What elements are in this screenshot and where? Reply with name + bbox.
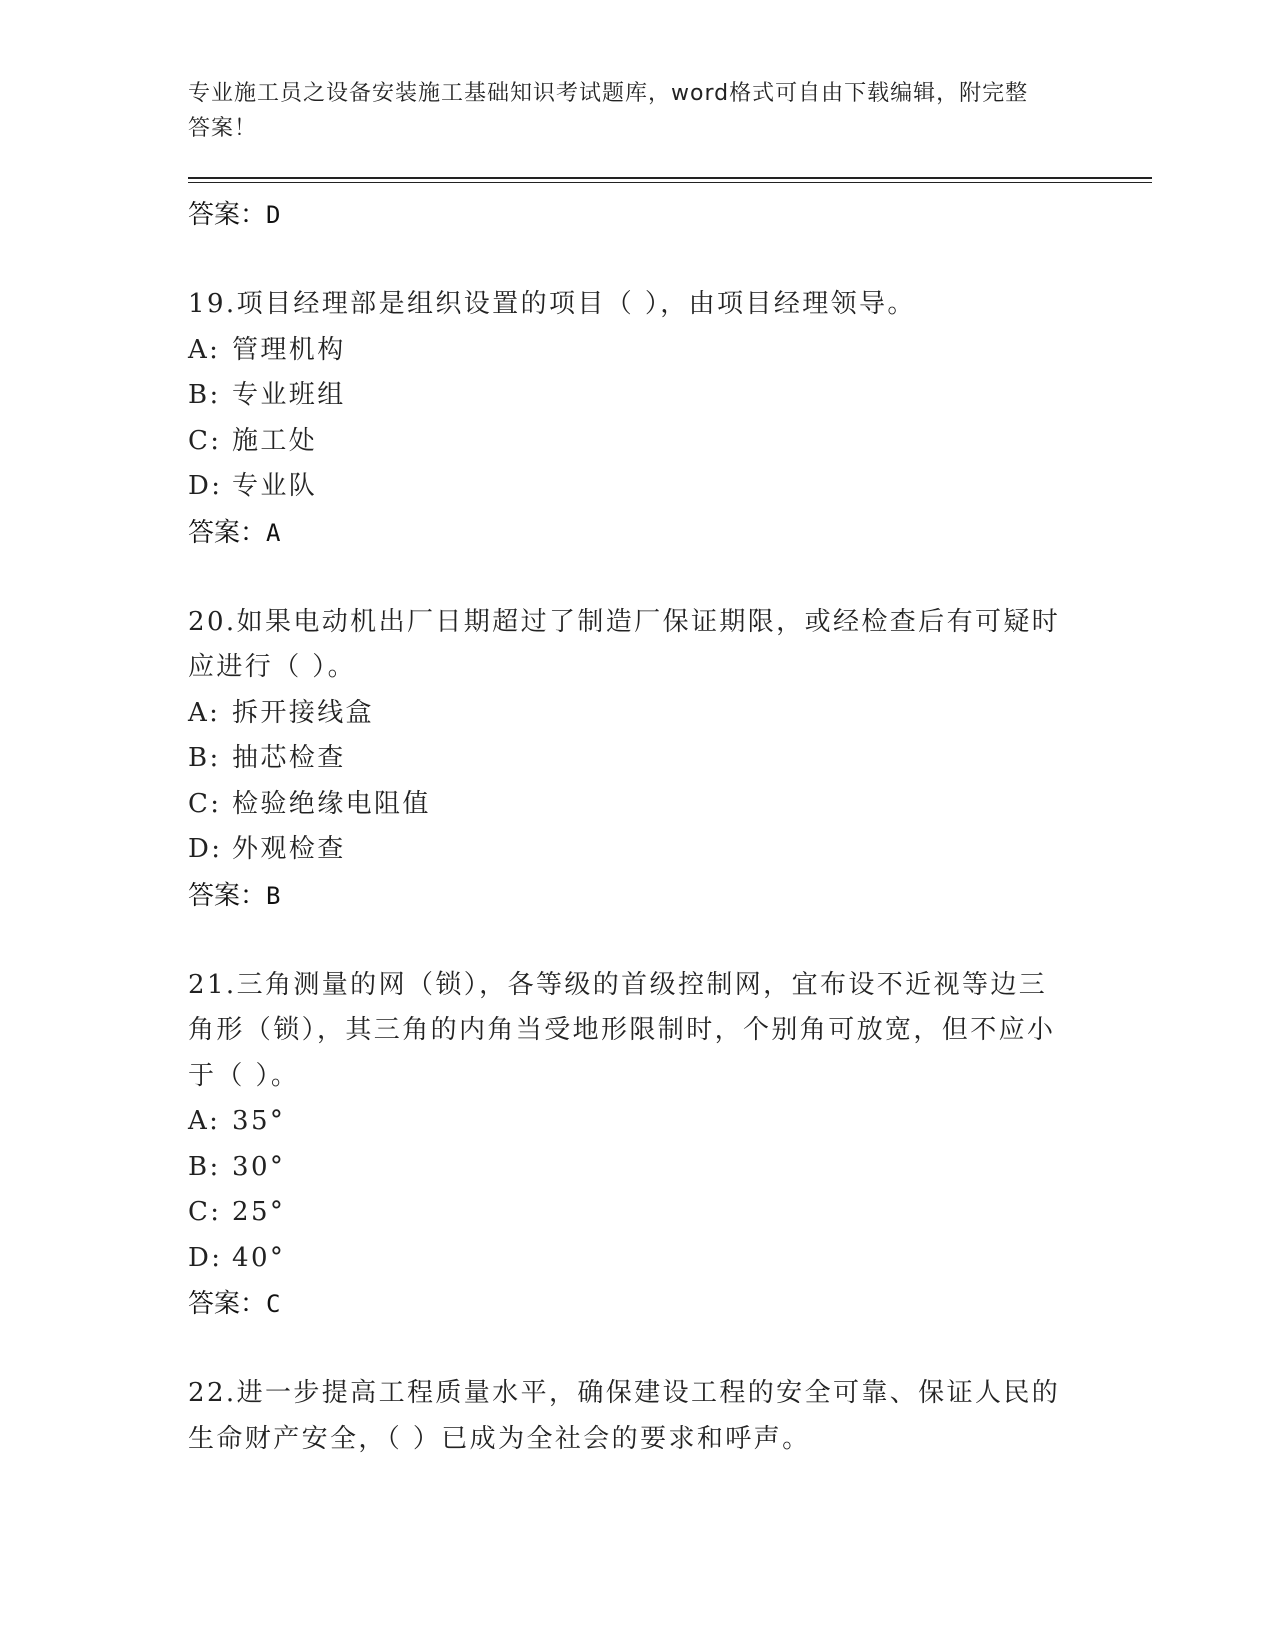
question-stem xyxy=(188,282,1068,328)
option-text: 外观检查 xyxy=(232,834,346,864)
option-key: C: xyxy=(188,425,222,456)
answer-line xyxy=(188,510,1088,556)
question-text: 进一步提高工程质量水平，确保建设工程的安全可靠、保证人民的生命财产安全，（ ）已成为全社会的要求和呼声。 xyxy=(188,1378,1061,1454)
question-20 xyxy=(188,600,1088,919)
option-text: 施工处 xyxy=(232,425,318,456)
option-c xyxy=(188,782,1088,828)
option-text: 管理机构 xyxy=(232,334,346,365)
question-text: 三角测量的网（锁），各等级的首级控制网，宜布设不近视等边三角形（锁），其三角的内角当受地形限制时，个别角可放宽，但不应小于（ ）。 xyxy=(188,969,1056,1091)
option-key: C: xyxy=(188,1197,222,1227)
header-divider xyxy=(188,177,1152,179)
option-c xyxy=(188,1190,1088,1236)
option-key: C: xyxy=(188,788,222,819)
header-divider-thin xyxy=(188,182,1152,183)
question-list xyxy=(188,192,1088,1462)
option-text: 专业班组 xyxy=(232,380,346,410)
option-a xyxy=(188,328,1088,374)
question-22 xyxy=(188,1371,1088,1462)
option-key: A: xyxy=(188,334,221,365)
document-header: 专业施工员之设备安装施工基础知识考试题库，word格式可自由下载编辑，附完整答案！ xyxy=(188,81,1029,141)
option-d xyxy=(188,1236,1088,1282)
option-text: 专业队 xyxy=(232,471,318,501)
question-number: 22. xyxy=(188,1378,237,1408)
option-key: A: xyxy=(188,1106,221,1136)
option-text: 拆开接线盒 xyxy=(232,697,375,728)
answer-line xyxy=(188,192,1088,238)
question-stem xyxy=(188,600,1068,691)
answer-value: A xyxy=(266,518,281,547)
option-text: 25° xyxy=(232,1197,286,1227)
question-number: 20. xyxy=(188,606,237,637)
answer-label: 答案： xyxy=(188,517,267,548)
option-text: 30° xyxy=(232,1151,286,1182)
question-text: 如果电动机出厂日期超过了制造厂保证期限，或经检查后有可疑时应进行（ ）。 xyxy=(188,606,1061,682)
option-text: 40° xyxy=(232,1242,286,1273)
option-key: A: xyxy=(188,697,221,728)
question-stem xyxy=(188,963,1068,1100)
option-b xyxy=(188,1145,1088,1191)
option-key: B: xyxy=(188,380,221,410)
option-d xyxy=(188,827,1088,873)
answer-label: 答案： xyxy=(188,1289,267,1319)
question-19 xyxy=(188,282,1088,556)
answer-line xyxy=(188,873,1088,919)
answer-value: D xyxy=(266,201,281,229)
question-text: 项目经理部是组织设置的项目（ ），由项目经理领导。 xyxy=(236,289,916,319)
option-text: 抽芯检查 xyxy=(232,743,346,773)
option-c xyxy=(188,419,1088,465)
option-d xyxy=(188,464,1088,510)
option-key: B: xyxy=(188,1151,221,1182)
question-number: 19. xyxy=(188,289,237,319)
option-text: 检验绝缘电阻值 xyxy=(232,788,431,819)
option-b xyxy=(188,736,1088,782)
option-text: 35° xyxy=(232,1106,286,1136)
answer-line xyxy=(188,1281,1088,1327)
question-stem xyxy=(188,1371,1068,1462)
option-a xyxy=(188,1099,1088,1145)
option-a xyxy=(188,691,1088,737)
option-key: B: xyxy=(188,743,221,773)
answer-label: 答案： xyxy=(188,200,267,230)
option-b xyxy=(188,373,1088,419)
question-number: 21. xyxy=(188,969,237,1000)
answer-value: C xyxy=(266,1290,281,1318)
answer-label: 答案： xyxy=(188,880,267,911)
option-key: D: xyxy=(188,1242,223,1273)
answer-value: B xyxy=(266,881,281,910)
option-key: D: xyxy=(188,471,223,501)
question-21 xyxy=(188,963,1088,1328)
option-key: D: xyxy=(188,834,223,864)
